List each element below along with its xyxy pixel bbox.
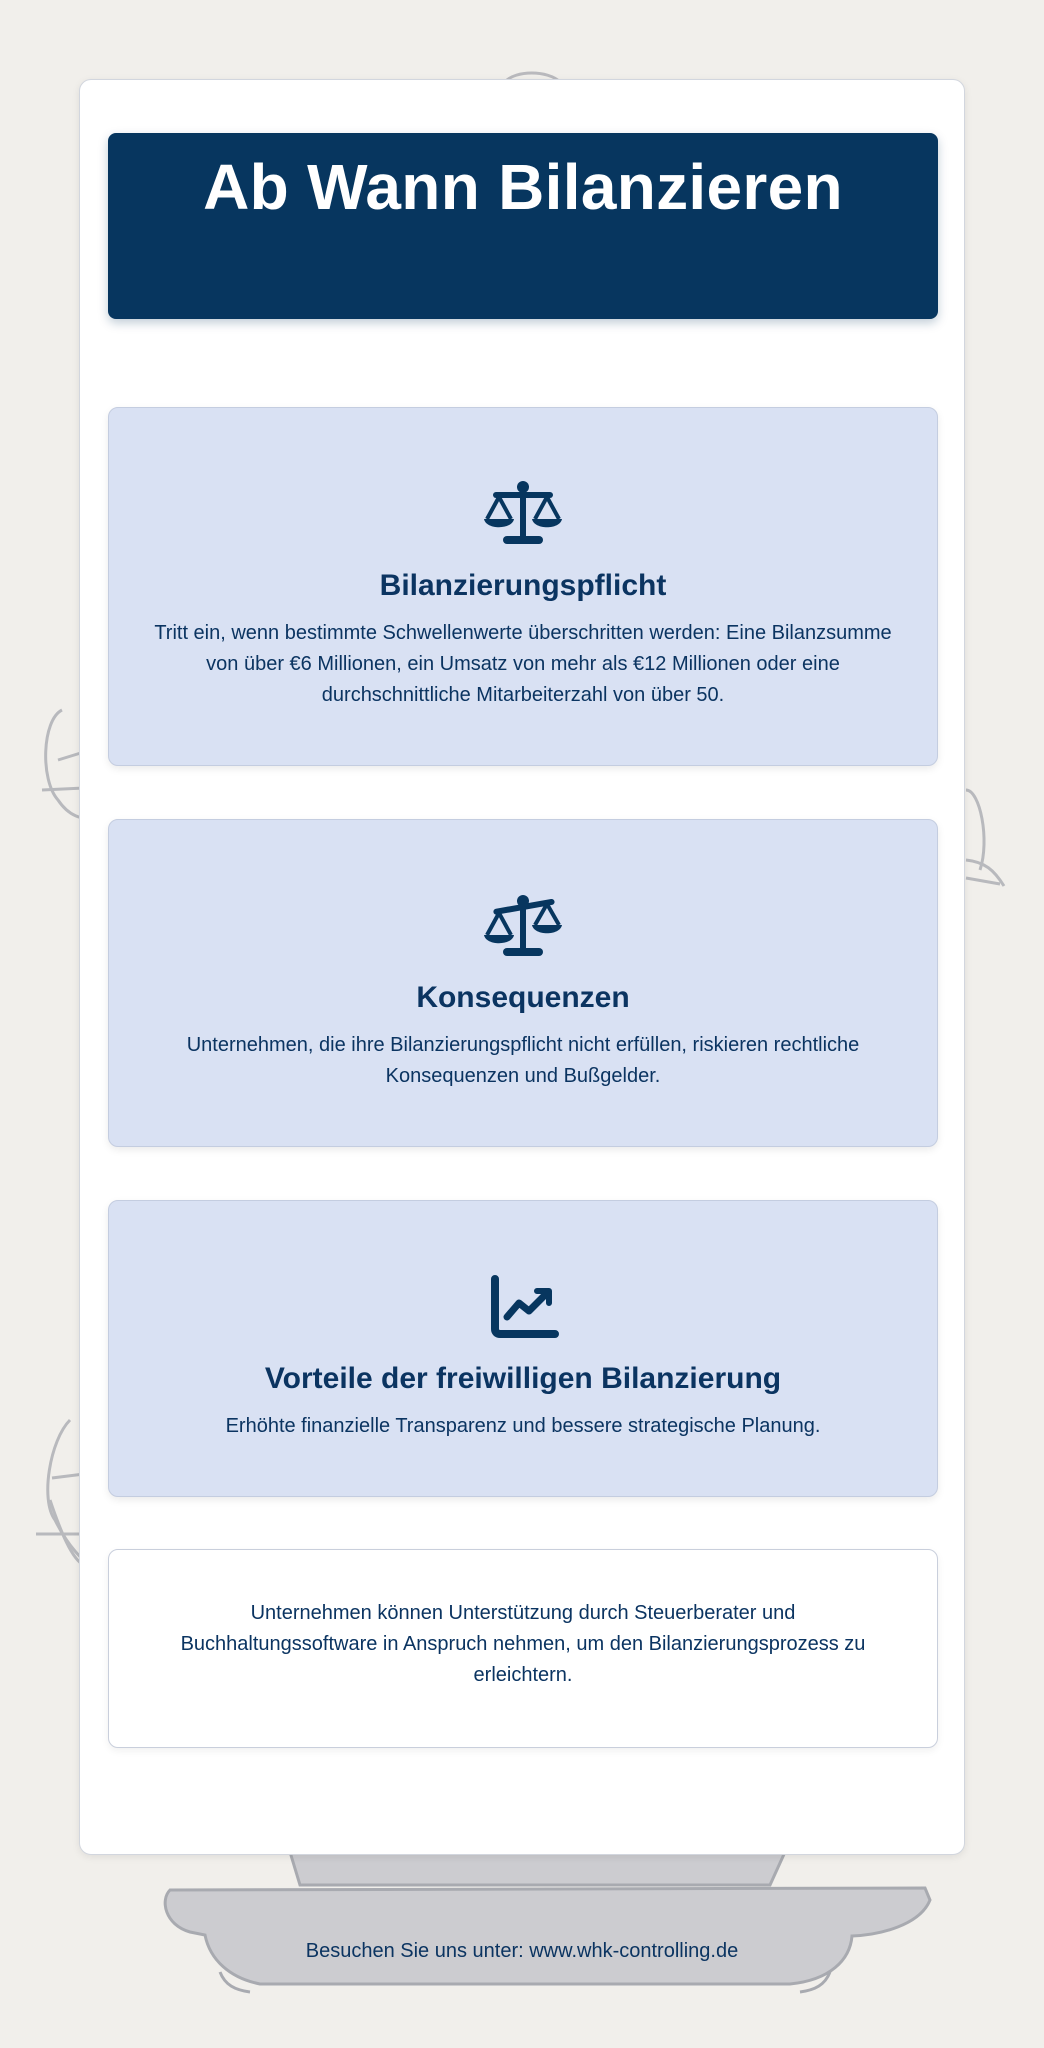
card-title: Konsequenzen [416,981,630,1014]
tilted-balance-scale-icon [481,892,565,962]
line-chart-icon [481,1273,565,1343]
page-title: Ab Wann Bilanzieren [203,151,843,223]
card-title: Bilanzierungspflicht [379,569,667,602]
card-text: Erhöhte finanzielle Transparenz und bessere strategische Planung. [225,1415,821,1437]
card-text: Unternehmen, die ihre Bilanzierungspflicht nicht erfüllen, riskieren rechtliche Konsequenzen und Bußgelder. [186,1034,860,1087]
main-card [79,79,965,1855]
card-title: Vorteile der freiwilligen Bilanzierung [264,1362,782,1395]
footer-link-text[interactable]: Besuchen Sie uns unter: www.whk-controlling.de [305,1940,739,1962]
support-note-text: Unternehmen können Unterstützung durch Steuerberater und Buchhaltungssoftware in Anspruch nehmen, um den Bilanzierungsprozess zu erleichtern. [180,1602,866,1686]
card-text: Tritt ein, wenn bestimmte Schwellenwerte überschritten werden: Eine Bilanzsumme von über €6 Millionen, ein Umsatz von mehr als €12 Millionen oder eine durchschnittliche Mitarbeiterzahl von über 50. [154,622,892,706]
page-header [108,133,938,319]
info-card-konsequenzen [108,819,938,1147]
support-note-card [108,1549,938,1748]
info-card-vorteile [108,1200,938,1497]
balance-scale-icon [481,480,565,550]
info-card-bilanzierungspflicht [108,407,938,766]
